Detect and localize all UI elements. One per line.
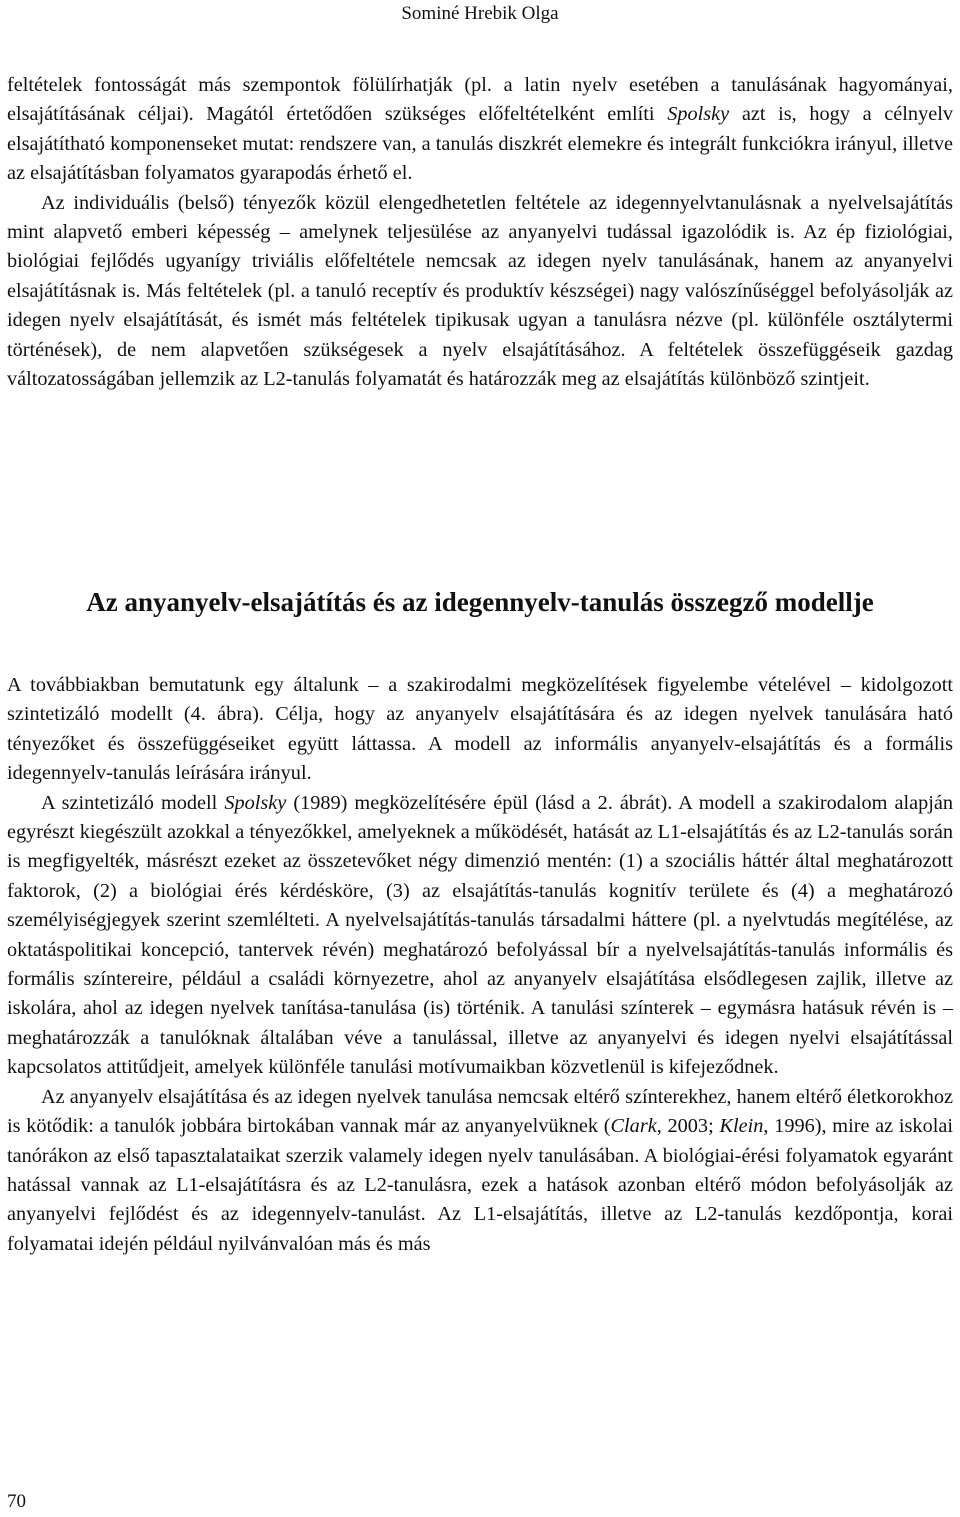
- paragraph-text: A szintetizáló modell: [41, 791, 225, 814]
- paragraph: [7, 71, 953, 189]
- author-citation: Clark: [610, 1115, 657, 1138]
- text-block-lower: [7, 671, 953, 1259]
- paragraph: [7, 789, 953, 1083]
- paragraph-text: (1989) megközelítésére épül (lásd a 2. ábrát). A modell a szakirodalom alapján egyrészt kiegészült azokkal a tényezőkkel, amelyeknek a működését, hatását az L1-elsajátítás és az L2-tanulás során is megfigyelték, másrészt ezeket az összetevőket négy dimenzió mentén: (1) a szociális háttér által meghatározott faktorok, (2) a biológiai érés kérdésköre, (3) az elsajátítás-tanulás kognitív területe és (4) a meghatározó személyiségjegyek szerint szemlélteti. A nyelvelsajátítás-tanulás társadalmi háttere (pl. a nyelvtudás megítélése, az oktatáspolitikai koncepció, tantervek révén) meghatározó befolyással bír a nyelvelsajátítás-tanulás informális és formális színtereire, például a családi környezetre, ahol az anyanyelv elsajátítása elsődlegesen zajlik, illetve az iskolára, ahol az idegen nyelvek tanítása-tanulása (is) történik. A tanulási színterek – egymásra hatásuk révén is – meghatározzák a tanulóknak általában véve a tanulással, illetve az anyanyelvi és idegen nyelvi elsajátítással kapcsolatos attitűdjeit, amelyek különféle tanulási motívumaikban közvetlenül is kifejeződnek.: [7, 791, 954, 1079]
- paragraph: A továbbiakban bemutatunk egy általunk – a szakirodalmi megközelítések figyelembe vételével – kidolgozott szintetizáló modellt (4. ábra). Célja, hogy az anyanyelv elsajátítására és az idegen nyelvek tanulására ható tényezőket és összefüggéseiket együtt láttassa. A modell az informális anyanyelv-elsajátítás és a formális idegennyelv-tanulás leírására irányul.: [7, 674, 953, 785]
- citation-year: , 2003;: [656, 1115, 720, 1138]
- author-citation: Klein: [719, 1115, 764, 1138]
- page-number: 70: [7, 1491, 26, 1512]
- running-head: Sominé Hrebik Olga: [401, 3, 559, 24]
- paragraph-text: Az anyanyelv elsajátítása és az idegen nyelvek tanulása nemcsak eltérő színterekhez, hanem eltérő életkorokhoz is kötődik: a tanulók jobbára birtokában vannak már az anyanyelvüknek (: [7, 1085, 953, 1138]
- paragraph: [7, 1083, 953, 1259]
- paragraph-text: , 1996), mire az iskolai tanórákon az első tapasztalataikat szerzik valamely idegen nyelv tanulásában. A biológiai-érési folyamatok egyaránt hatással vannak az L1-elsajátításra és az L2-tanulásra, ezek a hatások azonban eltérő módon befolyásolják az anyanyelvi fejlődést és az idegennyelv-tanulást. Az L1-elsajátítás, illetve az L2-tanulás kezdőpontja, korai folyamatai idején például nyilvánvalóan más és más: [7, 1115, 953, 1255]
- author-citation: Spolsky: [667, 103, 730, 126]
- author-citation: Spolsky: [224, 791, 287, 814]
- paragraph-text: feltételek fontosságát más szempontok fölülírhatják (pl. a latin nyelv esetében a tanulásának hagyományai, elsajátításának céljai). Magától értetődően szükséges előfeltételként említi: [7, 74, 953, 126]
- section-heading: Az anyanyelv-elsajátítás és az idegennyelv-tanulás összegző modellje: [86, 587, 874, 617]
- text-block-upper: [7, 71, 953, 394]
- paragraph: Az individuális (belső) tényezők közül elengedhetetlen feltétele az idegennyelvtanulásnak a nyelvelsajátítás mint alapvető emberi képesség – amelynek teljesülése az anyanyelvi tudással igazolódik is. Az ép fiziológiai, biológiai fejlődés ugyanígy triviális előfeltétele nemcsak az idegen nyelv tanulásának, hanem az anyanyelvi elsajátításnak is. Más feltételek (pl. a tanuló receptív és produktív készségei) nagy valószínűséggel befolyásolják az idegen nyelv elsajátítását, és ismét más feltételek tipikusak ugyan a tanulásra nézve (pl. különféle osztálytermi történések), de nem alapvetően szükségesek a nyelv elsajátításához. A feltételek összefüggéseik gazdag változatosságában jellemzik az L2-tanulás folyamatát és határozzák meg az elsajátítás különböző szintjeit.: [7, 191, 953, 391]
- paragraph-text: azt is, hogy a célnyelv elsajátítható komponenseket mutat: rendszere van, a tanulás diszkrét elemekre és integrált funkciókra irányul, illetve az elsajátításban folyamatos gyarapodás érhető el.: [7, 103, 953, 185]
